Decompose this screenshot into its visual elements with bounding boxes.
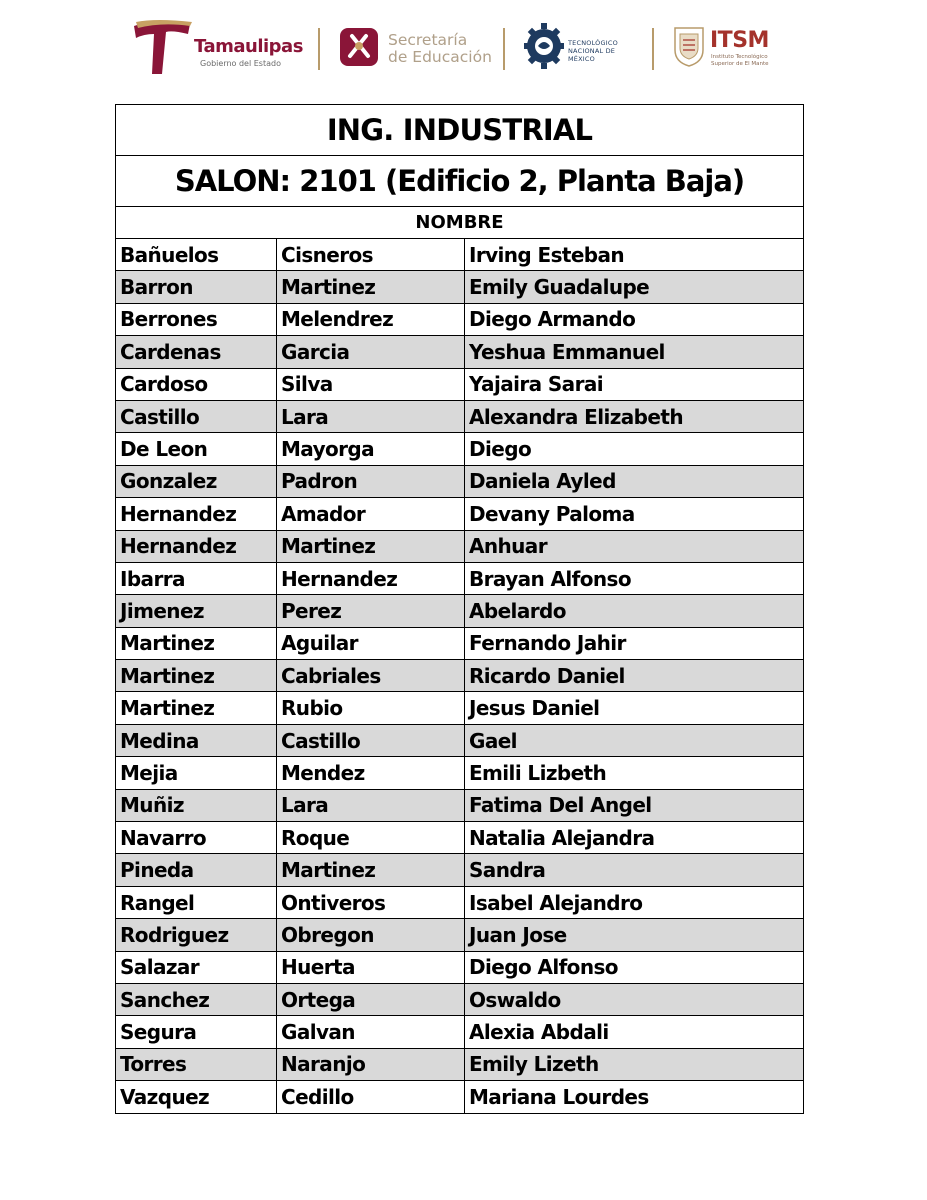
table-row: [116, 983, 804, 1015]
table-row: [116, 400, 804, 432]
nombres-cell: Fatima Del Angel: [465, 789, 804, 821]
table-row: [116, 724, 804, 756]
tamaulipas-logo: [132, 20, 307, 76]
apellido-paterno-cell: Segura: [116, 1016, 277, 1048]
nombres-cell: Isabel Alejandro: [465, 886, 804, 918]
table-row: [116, 498, 804, 530]
nombres-cell: Yeshua Emmanuel: [465, 336, 804, 368]
nombres-cell: Alexandra Elizabeth: [465, 400, 804, 432]
apellido-paterno-cell: Cardenas: [116, 336, 277, 368]
apellido-materno-cell: Perez: [277, 595, 465, 627]
apellido-paterno-cell: Rangel: [116, 886, 277, 918]
apellido-materno-cell: Castillo: [277, 724, 465, 756]
apellido-materno-cell: Ortega: [277, 983, 465, 1015]
program-title: ING. INDUSTRIAL: [116, 105, 804, 156]
apellido-paterno-cell: Hernandez: [116, 498, 277, 530]
tecnm-line-2: NACIONAL DE MÉXICO: [568, 47, 616, 63]
nombres-cell: Yajaira Sarai: [465, 368, 804, 400]
sep-logo: [338, 26, 498, 72]
nombres-cell: Abelardo: [465, 595, 804, 627]
table-row: [116, 433, 804, 465]
apellido-materno-cell: Mayorga: [277, 433, 465, 465]
header-divider: [318, 28, 320, 70]
apellido-paterno-cell: Martinez: [116, 627, 277, 659]
nombres-cell: Brayan Alfonso: [465, 562, 804, 594]
apellido-materno-cell: Amador: [277, 498, 465, 530]
nombres-cell: Emily Lizeth: [465, 1048, 804, 1080]
table-row: [116, 854, 804, 886]
nombres-cell: Devany Paloma: [465, 498, 804, 530]
apellido-materno-cell: Melendrez: [277, 303, 465, 335]
apellido-materno-cell: Hernandez: [277, 562, 465, 594]
table-row: [116, 530, 804, 562]
apellido-paterno-cell: Navarro: [116, 822, 277, 854]
table-row: [116, 303, 804, 335]
apellido-paterno-cell: Bañuelos: [116, 239, 277, 271]
apellido-paterno-cell: Cardoso: [116, 368, 277, 400]
sep-line-1: Secretaría: [388, 31, 468, 49]
nombres-cell: Daniela Ayled: [465, 465, 804, 497]
tamaulipas-t-icon: [132, 20, 194, 76]
table-row: [116, 465, 804, 497]
nombres-cell: Emili Lizbeth: [465, 757, 804, 789]
itsm-line-2: Superior de El Mante: [711, 60, 769, 67]
tecnm-gear-icon: [524, 18, 564, 74]
apellido-paterno-cell: Martinez: [116, 660, 277, 692]
apellido-materno-cell: Padron: [277, 465, 465, 497]
table-row: [116, 336, 804, 368]
apellido-paterno-cell: Sanchez: [116, 983, 277, 1015]
nombres-cell: Oswaldo: [465, 983, 804, 1015]
nombres-cell: Juan Jose: [465, 919, 804, 951]
apellido-paterno-cell: Barron: [116, 271, 277, 303]
apellido-paterno-cell: Gonzalez: [116, 465, 277, 497]
table-row: [116, 271, 804, 303]
apellido-paterno-cell: Salazar: [116, 951, 277, 983]
table-row: [116, 660, 804, 692]
itsm-wordmark: ITSM: [710, 28, 769, 53]
classroom-title: SALON: 2101 (Edificio 2, Planta Baja): [116, 156, 804, 207]
tecnm-line-1: TECNOLÓGICO: [568, 39, 618, 47]
apellido-materno-cell: Galvan: [277, 1016, 465, 1048]
nombres-cell: Sandra: [465, 854, 804, 886]
nombres-cell: Natalia Alejandra: [465, 822, 804, 854]
table-row: [116, 562, 804, 594]
table-row: [116, 951, 804, 983]
apellido-materno-cell: Martinez: [277, 530, 465, 562]
nombres-cell: Fernando Jahir: [465, 627, 804, 659]
column-header-nombre: NOMBRE: [116, 207, 804, 239]
table-row: [116, 789, 804, 821]
header-divider: [652, 28, 654, 70]
apellido-materno-cell: Garcia: [277, 336, 465, 368]
apellido-paterno-cell: Pineda: [116, 854, 277, 886]
table-row: [116, 368, 804, 400]
sep-line-2: de Educación: [388, 48, 492, 66]
apellido-paterno-cell: Medina: [116, 724, 277, 756]
nombres-cell: Diego Alfonso: [465, 951, 804, 983]
apellido-materno-cell: Cedillo: [277, 1081, 465, 1113]
nombres-cell: Alexia Abdali: [465, 1016, 804, 1048]
nombres-cell: Anhuar: [465, 530, 804, 562]
apellido-materno-cell: Rubio: [277, 692, 465, 724]
sep-emblem-icon: [338, 26, 380, 68]
apellido-materno-cell: Obregon: [277, 919, 465, 951]
table-row: [116, 822, 804, 854]
apellido-paterno-cell: Jimenez: [116, 595, 277, 627]
itsm-line-1: Instituto Tecnológico: [711, 54, 768, 60]
apellido-materno-cell: Martinez: [277, 271, 465, 303]
apellido-paterno-cell: Torres: [116, 1048, 277, 1080]
table-row: [116, 627, 804, 659]
nombres-cell: Emily Guadalupe: [465, 271, 804, 303]
apellido-materno-cell: Silva: [277, 368, 465, 400]
nombres-cell: Ricardo Daniel: [465, 660, 804, 692]
apellido-paterno-cell: Castillo: [116, 400, 277, 432]
apellido-paterno-cell: Ibarra: [116, 562, 277, 594]
table-row: [116, 1048, 804, 1080]
nombres-cell: Diego: [465, 433, 804, 465]
itsm-shield-icon: [672, 24, 706, 68]
student-roster-table: [115, 104, 804, 1114]
apellido-paterno-cell: De Leon: [116, 433, 277, 465]
apellido-paterno-cell: Mejia: [116, 757, 277, 789]
table-row: [116, 886, 804, 918]
apellido-materno-cell: Ontiveros: [277, 886, 465, 918]
apellido-materno-cell: Cisneros: [277, 239, 465, 271]
apellido-materno-cell: Cabriales: [277, 660, 465, 692]
table-row: [116, 692, 804, 724]
table-row: [116, 919, 804, 951]
apellido-paterno-cell: Martinez: [116, 692, 277, 724]
apellido-materno-cell: Lara: [277, 789, 465, 821]
table-row: [116, 1016, 804, 1048]
nombres-cell: Mariana Lourdes: [465, 1081, 804, 1113]
table-row: [116, 239, 804, 271]
nombres-cell: Diego Armando: [465, 303, 804, 335]
apellido-materno-cell: Aguilar: [277, 627, 465, 659]
itsm-logo: [672, 24, 782, 74]
apellido-paterno-cell: Vazquez: [116, 1081, 277, 1113]
nombres-cell: Jesus Daniel: [465, 692, 804, 724]
apellido-paterno-cell: Muñiz: [116, 789, 277, 821]
apellido-materno-cell: Naranjo: [277, 1048, 465, 1080]
apellido-paterno-cell: Berrones: [116, 303, 277, 335]
apellido-materno-cell: Huerta: [277, 951, 465, 983]
nombres-cell: Irving Esteban: [465, 239, 804, 271]
tamaulipas-wordmark: Tamaulipas: [194, 36, 303, 57]
apellido-paterno-cell: Rodriguez: [116, 919, 277, 951]
table-row: [116, 1081, 804, 1113]
table-row: [116, 757, 804, 789]
header-divider: [503, 28, 505, 70]
apellido-materno-cell: Lara: [277, 400, 465, 432]
apellido-materno-cell: Martinez: [277, 854, 465, 886]
apellido-materno-cell: Mendez: [277, 757, 465, 789]
tecnm-logo: [524, 18, 634, 74]
nombres-cell: Gael: [465, 724, 804, 756]
apellido-materno-cell: Roque: [277, 822, 465, 854]
apellido-paterno-cell: Hernandez: [116, 530, 277, 562]
tamaulipas-subtitle: Gobierno del Estado: [200, 59, 281, 68]
table-row: [116, 595, 804, 627]
